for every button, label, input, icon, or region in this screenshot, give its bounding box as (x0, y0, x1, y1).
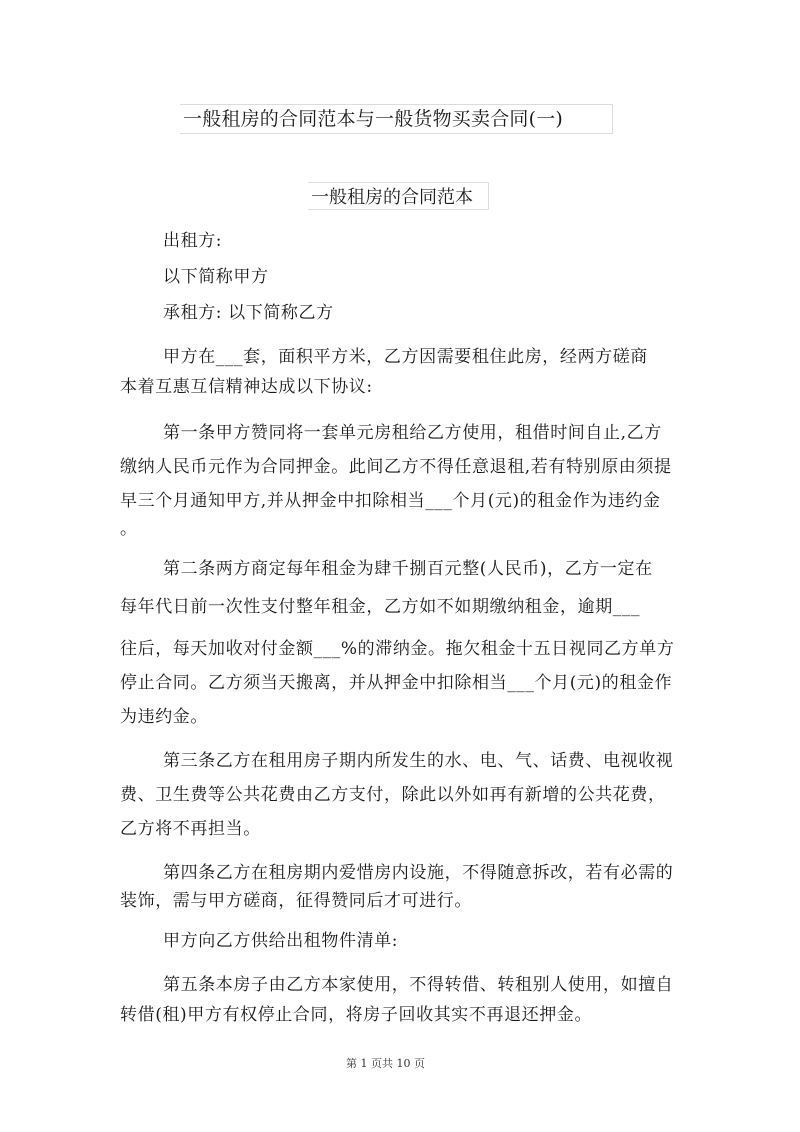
text-line: 缴纳人民币元作为合同押金。此间乙方不得任意退租,若有特别原由须提 (120, 457, 672, 477)
text-line: 甲方在___套，面积平方米，乙方因需要租住此房，经两方磋商 (163, 347, 648, 367)
text-line: 第二条两方商定每年租金为肆千捌百元整(人民币)，乙方一定在 (163, 559, 653, 579)
text-line: 。 (120, 519, 138, 539)
text-line: 停止合同。乙方须当天搬离，并从押金中扣除相当___个月(元)的租金作 (120, 673, 673, 693)
text-line: 第一条甲方赞同将一套单元房租给乙方使用，租借时间自止,乙方 (163, 423, 662, 443)
text-line: 第四条乙方在租房期内爱惜房内设施，不得随意拆改，若有必需的 (163, 863, 674, 883)
document-title: 一般租房的合同范本与一般货物买卖合同(一) (183, 108, 564, 130)
text-line: 出租方: (163, 231, 223, 251)
text-line: 每年代日前一次性支付整年租金，乙方如不如期缴纳租金，逾期___ (120, 597, 641, 617)
text-line: 费、卫生费等公共花费由乙方支付，除此以外如再有新增的公共花费， (120, 785, 666, 805)
text-line: 早三个月通知甲方,并从押金中扣除相当___个月(元)的租金作为违约金 (120, 491, 661, 511)
text-line: 第三条乙方在租用房子期内所发生的水、电、气、话费、电视收视 (163, 751, 674, 771)
page-footer: 第 1 页共 10 页 (346, 1057, 425, 1070)
text-line: 为违约金。 (120, 707, 208, 727)
text-line: 装饰，需与甲方磋商，征得赞同后才可进行。 (120, 891, 472, 911)
text-line: 乙方将不再担当。 (120, 819, 261, 839)
text-line: 以下简称甲方 (163, 267, 269, 287)
text-line: 第五条本房子由乙方本家使用，不得转借、转租别人使用，如擅自 (163, 975, 674, 995)
text-line: 甲方向乙方供给出租物件清单: (163, 931, 399, 951)
document-subtitle: 一般租房的合同范本 (311, 187, 473, 208)
text-line: 本着互惠互信精神达成以下协议: (120, 377, 373, 397)
text-line: 转借(租)甲方有权停止合同，将房子回收其实不再退还押金。 (120, 1005, 593, 1025)
text-line: 承租方: 以下简称乙方 (163, 303, 334, 323)
text-line: 往后，每天加收对付金额___%的滞纳金。拖欠租金十五日视同乙方单方 (120, 639, 675, 659)
